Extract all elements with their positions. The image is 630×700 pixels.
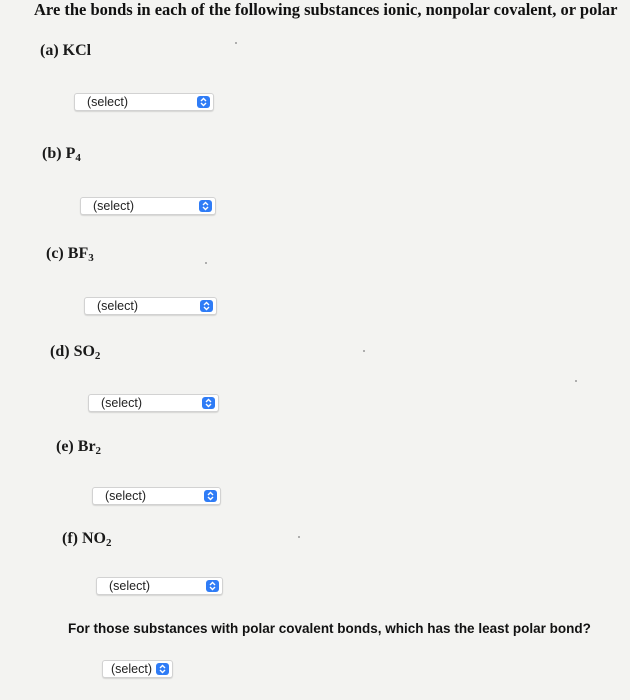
part-b-select[interactable]: [80, 197, 216, 215]
part-c-label: [46, 245, 94, 264]
part-b-select-value: (select): [93, 199, 134, 213]
part-f-label: [62, 530, 111, 549]
speck: [363, 350, 365, 352]
part-b-label: [42, 145, 81, 164]
part-a-select-chevron-icon: [197, 96, 210, 108]
part-c-formula: BF: [67, 245, 89, 262]
part-d-select-chevron-icon: [202, 397, 215, 409]
part-e-select-chevron-icon: [204, 490, 217, 502]
part-a-formula: KCl: [62, 42, 92, 59]
part-d-subscript: 2: [94, 350, 101, 362]
part-a-label: [40, 42, 91, 60]
question-text: Are the bonds in each of the following substances ionic, nonpolar covalent, or polar: [34, 0, 618, 19]
part-a-letter: (a): [40, 42, 59, 59]
part-b-subscript: 4: [75, 152, 81, 164]
part-b-formula: P: [65, 145, 76, 162]
part-e-letter: (e): [56, 438, 74, 455]
part-c-letter: (c): [46, 245, 64, 262]
part-e-select[interactable]: [92, 487, 221, 505]
final-select[interactable]: [102, 660, 173, 678]
part-e-select-value: (select): [105, 489, 146, 503]
part-c-select[interactable]: [84, 297, 217, 315]
part-c-subscript: 3: [88, 252, 94, 264]
speck: [205, 262, 207, 264]
part-d-select-value: (select): [101, 396, 142, 410]
part-f-select[interactable]: [96, 577, 223, 595]
part-c-select-chevron-icon: [200, 300, 213, 312]
part-f-subscript: 2: [105, 537, 112, 549]
part-f-select-chevron-icon: [206, 580, 219, 592]
part-e-subscript: 2: [95, 445, 102, 457]
speck: [235, 42, 237, 44]
speck: [575, 380, 577, 382]
part-f-letter: (f): [62, 530, 78, 547]
final-select-chevron-icon: [156, 663, 169, 675]
final-question-text: For those substances with polar covalent bonds, which has the least polar bond?: [68, 621, 591, 636]
part-e-formula: Br: [77, 438, 96, 455]
part-d-select[interactable]: [88, 394, 219, 412]
part-d-letter: (d): [50, 343, 70, 360]
part-f-select-value: (select): [109, 579, 150, 593]
part-a-select[interactable]: [74, 93, 214, 111]
part-e-label: [56, 438, 101, 457]
part-c-select-value: (select): [97, 299, 138, 313]
part-a-select-value: (select): [87, 95, 128, 109]
part-f-formula: NO: [81, 530, 106, 547]
speck: [298, 536, 300, 538]
part-b-select-chevron-icon: [199, 200, 212, 212]
part-d-formula: SO: [73, 343, 95, 360]
part-d-label: [50, 343, 100, 362]
final-select-value: (select): [111, 662, 152, 676]
part-b-letter: (b): [42, 145, 62, 162]
